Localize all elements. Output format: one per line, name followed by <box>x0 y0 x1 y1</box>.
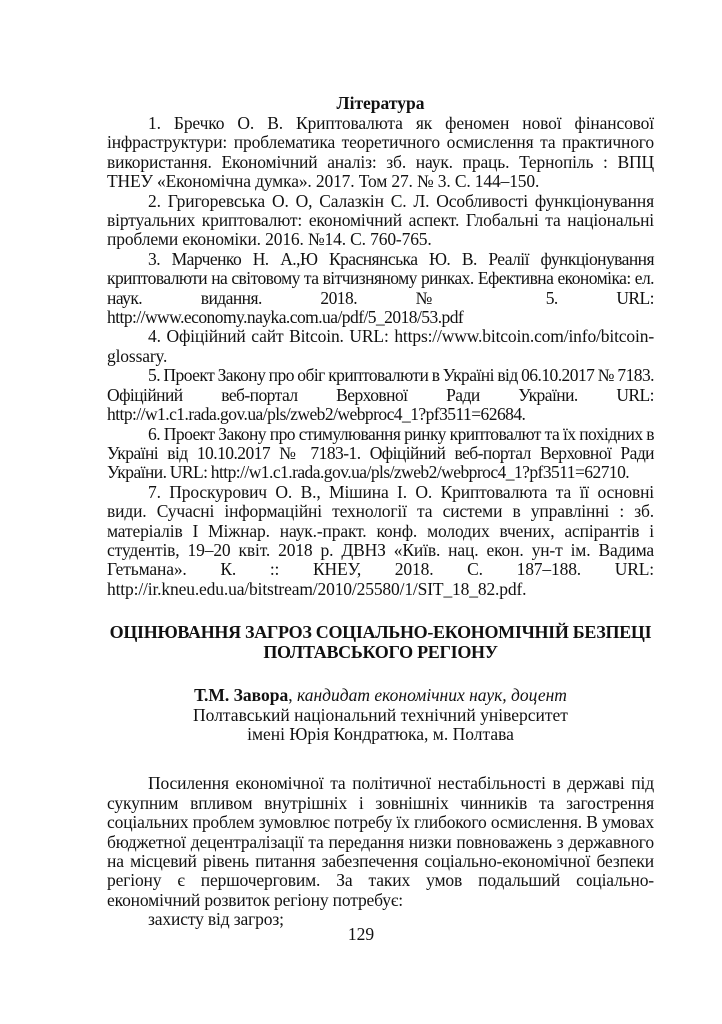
reference-item-6: 6. Проект Закону про стимулювання ринку криптовалют та їх похідних в Україні від 10.10.2017 № 7183-1. Офіційний веб-портал Верховної Ради України. URL: http://w1.c1.rada.gov.ua/pls/zweb2/webproc4_1?pf3511=62710. <box>107 423 654 483</box>
reference-item-1: 1. Бречко О. В. Криптовалюта як феномен нової фінансової інфраструктури: проблематика теоретичного осмислення та практичного використання. Економічний аналіз: зб. наук. праць. Тернопіль : ВПЦ ТНЕУ «Економічна думка». 2017. Том 27. № 3. С. 144–150. <box>107 113 654 192</box>
reference-item-7: 7. Проскурович О. В., Мішина І. О. Криптовалюта та її основні види. Сучасні інформаційні технології та системи в управлінні : зб. матеріалів І Міжнар. наук.-практ. конф. молодих вчених, аспірантів і студентів, 19–20 квіт. 2018 р. ДВНЗ «Київ. нац. екон. ун-т ім. Вадима Гетьмана». К. :: КНЕУ, 2018. С. 187–188. URL: http://ir.kneu.edu.ua/bitstream/2010/25580/1/SIT_18_82.pdf. <box>107 481 654 599</box>
body-paragraph-1: Посилення економічної та політичної нестабільності в державі під сукупним впливом внутрішніх і зовнішніх чинників та загострення соціальних проблем зумовлює потребу їх глибокого осмислення. В умовах бюджетної децентралізації та передання низки повноважень з державного на місцевий рівень питання забезпечення соціально-економічної безпеки регіону є першочерговим. За таких умов подальший соціально-економічний розвиток регіону потребує: <box>107 773 654 910</box>
article-title-line-1: ОЦІНЮВАННЯ ЗАГРОЗ СОЦІАЛЬНО-ЕКОНОМІЧНІЙ БЕЗПЕЦІ <box>109 622 652 643</box>
references-section <box>107 92 654 599</box>
article-title-line-2: ПОЛТАВСЬКОГО РЕГІОНУ <box>263 642 498 663</box>
author-name: Т.М. Завора <box>194 685 289 706</box>
article-body <box>107 774 654 929</box>
article-section <box>107 622 654 929</box>
institution-line-1: Полтавський національний технічний університет <box>193 704 568 725</box>
author-line <box>107 686 654 705</box>
reference-item-5: 5. Проект Закону про обіг криптовалюти в Україні від 06.10.2017 № 7183. Офіційний веб-портал Верховної Ради України. URL: http://w1.c1.rada.gov.ua/pls/zweb2/webproc4_1?pf3511=62684. <box>107 365 654 425</box>
reference-item-3: 3. Марченко Н. А.,Ю Краснянська Ю. В. Реалії функціонування криптовалюти на світовому та вітчизняному ринках. Ефективна економіка: ел. наук. видання. 2018. № 5. URL: http://www.economy.nayka.com.ua/pdf/5_2018/53.pdf <box>107 248 654 328</box>
references-heading: Література <box>336 93 425 113</box>
body-paragraph-2: захисту від загроз; <box>148 909 284 930</box>
institution-line-2: імені Юрія Кондратюка, м. Полтава <box>247 723 514 744</box>
author-affiliation <box>107 686 654 744</box>
page-number: 129 <box>347 924 375 944</box>
article-title <box>107 622 654 662</box>
document-page <box>107 92 654 930</box>
author-separator: , <box>288 685 297 706</box>
reference-item-4: 4. Офіційний сайт Bitcoin. URL: https://www.bitcoin.com/info/bitcoin-glossary. <box>107 326 654 366</box>
reference-item-2: 2. Григоревська О. О, Салазкін С. Л. Особливості функціонування віртуальних криптовалют: економічний аспект. Глобальні та національні проблеми економіки. 2016. №14. С. 760-765. <box>107 190 654 250</box>
author-degree: кандидат економічних наук, доцент <box>296 685 567 706</box>
